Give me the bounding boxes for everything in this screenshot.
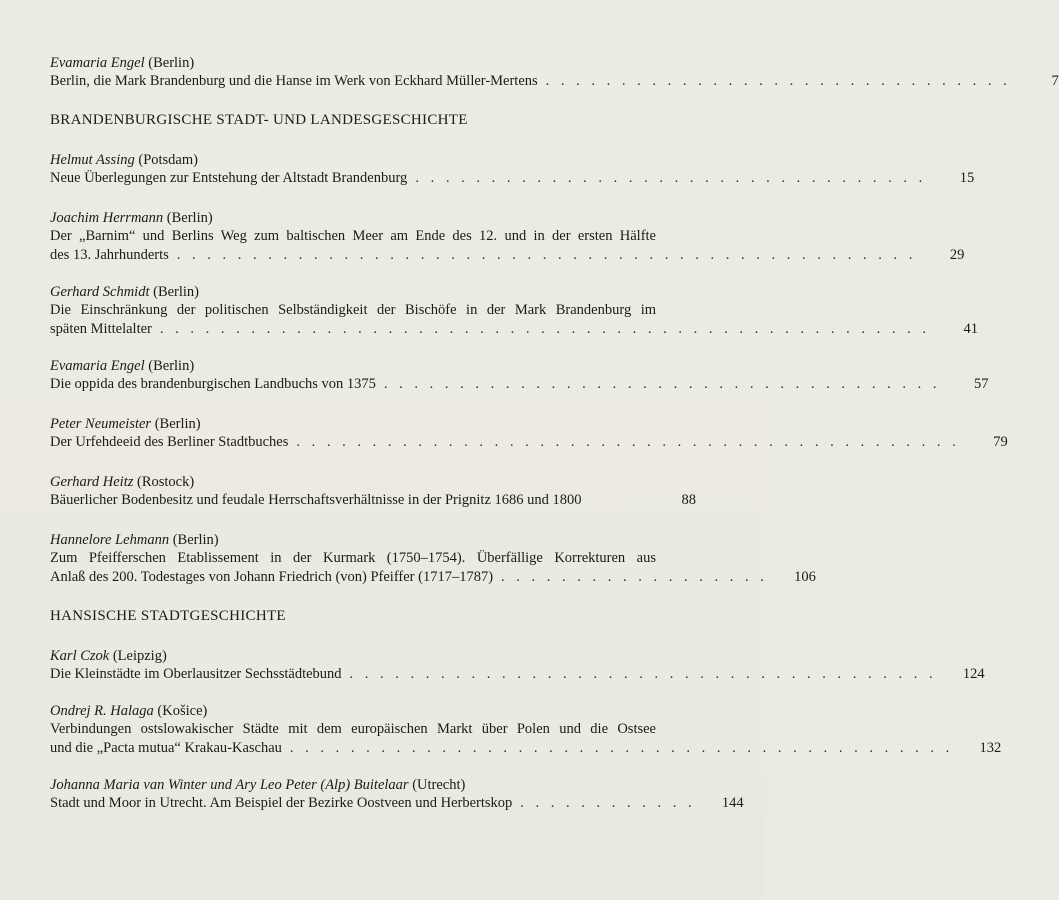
author-line: [50, 473, 696, 491]
author-place: (Berlin): [166, 210, 213, 226]
author-name: Joachim Herrmann: [50, 210, 164, 226]
author-line: [50, 647, 696, 665]
dot-leader: . . . . . . . . . . . . . . . . . . . . . . . . . . . . . . . . . .: [415, 170, 927, 186]
dot-leader: . . . . . . . . . . . . . . . . . . . . . . . . . . . . . . . . . . . . . . .: [349, 666, 937, 682]
author-place: (Potsdam): [138, 152, 198, 168]
title-line: [50, 568, 816, 587]
author-place: (Košice): [157, 703, 208, 719]
author-name: Hannelore Lehmann: [50, 532, 170, 548]
toc-entry: [50, 151, 975, 188]
author-name: Gerhard Schmidt: [50, 284, 150, 300]
page-number: 41: [963, 321, 978, 337]
author-line: [50, 776, 696, 794]
title-line: [50, 491, 696, 510]
article-title: Stadt und Moor in Utrecht. Am Beispiel der Bezirke Oostveen und Herbertskop: [50, 795, 513, 811]
dot-leader: . . . . . . . . . . . . . . . . . . . . . . . . . . . . . . . . . . . . . . . . . . . . . . . . . . .: [159, 321, 930, 337]
title-line: [50, 169, 975, 188]
article-title-continued: und die „Pacta mutua“ Krakau-Kaschau: [50, 740, 282, 756]
article-title: Die oppida des brandenburgischen Landbuchs von 1375: [50, 376, 376, 392]
toc-entry: [50, 209, 965, 265]
author-place: (Berlin): [148, 358, 195, 374]
title-line: [50, 320, 978, 339]
dot-leader: . . . . . . . . . . . . . . . . . .: [501, 569, 768, 585]
dot-leader: . . . . . . . . . . . . . . . . . . . . . . . . . . . . . . . . . . . . .: [383, 376, 941, 392]
title-line: [50, 375, 989, 394]
toc-entry: [50, 283, 978, 339]
toc-entry: [50, 531, 816, 587]
toc-entry: [50, 54, 1059, 91]
author-name: Karl Czok: [50, 648, 110, 664]
page-number: 15: [959, 170, 975, 186]
page-number: 106: [794, 569, 816, 585]
author-place: (Rostock): [137, 474, 195, 490]
author-line: [50, 415, 696, 433]
author-place: (Utrecht): [412, 777, 466, 793]
page-number: 132: [979, 740, 1002, 756]
author-place: (Berlin): [153, 284, 200, 300]
section-heading: BRANDENBURGISCHE STADT- UND LANDESGESCHICHTE: [50, 112, 468, 128]
author-line: [50, 54, 696, 72]
page-number: 144: [721, 795, 744, 811]
author-place: (Berlin): [148, 55, 195, 71]
author-name: Ondrej R. Halaga: [50, 703, 154, 719]
author-place: (Berlin): [154, 416, 201, 432]
page-number: 7: [1051, 73, 1059, 89]
article-title: Verbindungen ostslowakischer Städte mit dem europäischen Markt über Polen und die Ostsee: [50, 721, 656, 737]
author-line: [50, 151, 696, 169]
page-number: 124: [962, 666, 985, 682]
article-title: Berlin, die Mark Brandenburg und die Hanse im Werk von Eckhard Müller-Mertens: [50, 73, 538, 89]
article-title: Der Urfehdeeid des Berliner Stadtbuches: [50, 434, 289, 450]
toc-entry: [50, 357, 989, 394]
author-name: Helmut Assing: [50, 152, 135, 168]
author-name: Evamaria Engel: [50, 358, 145, 374]
title-line: [50, 665, 985, 684]
article-title: Die Einschränkung der politischen Selbständigkeit der Bischöfe in der Mark Brandenburg im: [50, 302, 656, 318]
toc-entry: [50, 415, 1008, 452]
article-title: Die Kleinstädte im Oberlausitzer Sechsstädtebund: [50, 666, 342, 682]
page-number: 88: [681, 492, 696, 508]
title-line: [50, 739, 1002, 758]
dot-leader: . . . . . . . . . . . .: [520, 795, 696, 811]
article-title: Der „Barnim“ und Berlins Weg zum baltischen Meer am Ende des 12. und in der ersten Hälfte: [50, 228, 656, 244]
author-name: Peter Neumeister: [50, 416, 152, 432]
author-place: (Berlin): [172, 532, 219, 548]
author-line: [50, 357, 696, 375]
toc-entry: [50, 473, 696, 510]
article-title-continued: späten Mittelalter: [50, 321, 152, 337]
title-line: [50, 72, 1059, 91]
dot-leader: . . . . . . . . . . . . . . . . . . . . . . . . . . . . . . .: [545, 73, 1011, 89]
article-title-continued: Anlaß des 200. Todestages von Johann Friedrich (von) Pfeiffer (1717–1787): [50, 569, 494, 585]
dot-leader: . . . . . . . . . . . . . . . . . . . . . . . . . . . . . . . . . . . . . . . . . . . .: [296, 434, 960, 450]
author-name: Evamaria Engel: [50, 55, 145, 71]
article-title: Zum Pfeifferschen Etablissement in der Kurmark (1750–1754). Überfällige Korrekturen aus: [50, 550, 656, 566]
title-line: [50, 433, 1008, 452]
dot-leader: . . . . . . . . . . . . . . . . . . . . . . . . . . . . . . . . . . . . . . . . . . . . . . . . .: [176, 247, 917, 263]
toc-entry: [50, 702, 1002, 758]
author-name: Gerhard Heitz: [50, 474, 134, 490]
page-number: 79: [993, 434, 1008, 450]
toc-entry: [50, 776, 744, 813]
article-title: Bäuerlicher Bodenbesitz und feudale Herrschaftsverhältnisse in der Prignitz 1686 und 1800: [50, 492, 582, 508]
section-heading: HANSISCHE STADTGESCHICHTE: [50, 608, 286, 624]
author-line: [50, 531, 696, 549]
author-line: [50, 283, 696, 301]
article-title-continued: des 13. Jahrhunderts: [50, 247, 169, 263]
title-line: [50, 794, 744, 813]
author-place: (Leipzig): [112, 648, 167, 664]
title-line: [50, 246, 965, 265]
author-line: [50, 209, 696, 227]
author-name: Johanna Maria van Winter und Ary Leo Peter (Alp) Buitelaar: [50, 777, 409, 793]
toc-entry: [50, 647, 985, 684]
author-line: [50, 702, 696, 720]
dot-leader: . . . . . . . . . . . . . . . . . . . . . . . . . . . . . . . . . . . . . . . . . . . .: [289, 740, 954, 756]
page-number: 29: [949, 247, 965, 263]
table-of-contents: [50, 54, 1059, 813]
page-number: 57: [974, 376, 989, 392]
article-title: Neue Überlegungen zur Entstehung der Altstadt Brandenburg: [50, 170, 408, 186]
